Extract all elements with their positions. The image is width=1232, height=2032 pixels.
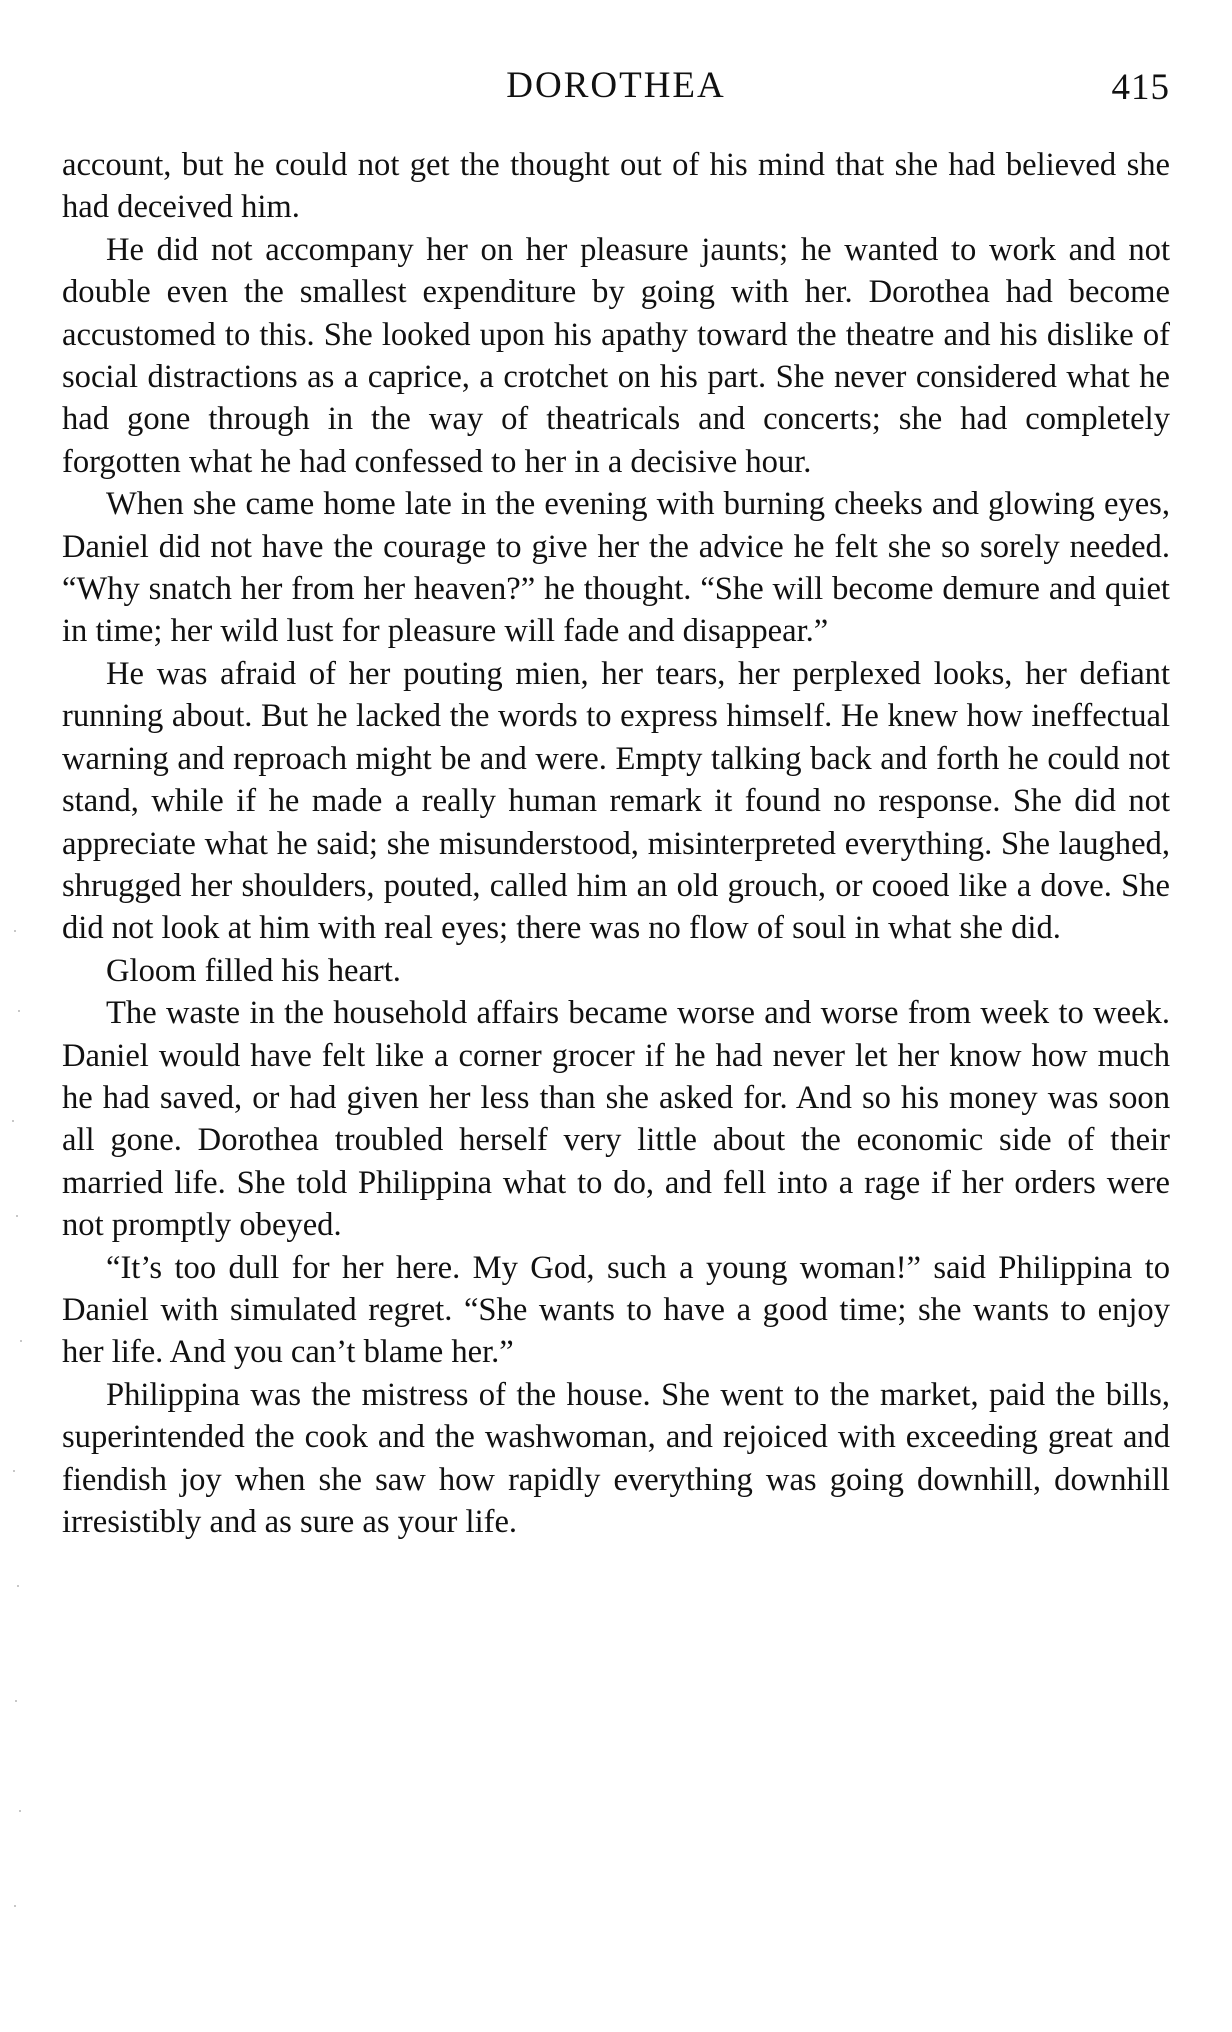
- running-head: [62, 60, 1170, 122]
- book-page: [62, 60, 1170, 1543]
- paragraph-continued: account, but he could not get the thought out of his mind that she had believed she had deceived him.: [62, 147, 1170, 226]
- paragraph: Gloom filled his heart.: [106, 952, 401, 989]
- running-title: DOROTHEA: [506, 65, 726, 106]
- paragraph: He was afraid of her pouting mien, her tears, her perplexed looks, her defiant running about. But he lacked the words to express himself. He knew how ineffectual warning and reproach might be and were. Empty talking back and forth he could not stand, while if he made a really human remark it found no response. She did not appreciate what he said; she misunderstood, misinterpreted everything. She laughed, shrugged her shoulders, pouted, called him an old grouch, or cooed like a dove. She did not look at him with real eyes; there was no flow of soul in what she did.: [62, 655, 1170, 947]
- body-text: [62, 144, 1170, 1543]
- paragraph: Philippina was the mistress of the house. She went to the market, paid the bills, superintended the cook and the washwoman, and rejoiced with exceeding great and fiendish joy when she saw how rapidly everything was going downhill, downhill irresistibly and as sure as your life.: [62, 1376, 1170, 1540]
- paragraph: When she came home late in the evening with burning cheeks and glowing eyes, Daniel did not have the courage to give her the advice he felt she so sorely needed. “Why snatch her from her heaven?” he thought. “She will become demure and quiet in time; her wild lust for pleasure will fade and disappear.”: [62, 486, 1170, 650]
- scan-edge-marks: [0, 0, 30, 2032]
- paragraph: He did not accompany her on her pleasure jaunts; he wanted to work and not double even the smallest expenditure by going with her. Dorothea had become accustomed to this. She looked upon his apathy toward the theatre and his dislike of social distractions as a caprice, a crotchet on his part. She never considered what he had gone through in the way of theatricals and concerts; she had completely forgotten what he had confessed to her in a decisive hour.: [62, 231, 1170, 480]
- paragraph: The waste in the household affairs became worse and worse from week to week. Daniel would have felt like a corner grocer if he had never let her know how much he had saved, or had given her less than she asked for. And so his money was soon all gone. Dorothea troubled herself very little about the economic side of their married life. She told Philippina what to do, and fell into a rage if her orders were not promptly obeyed.: [62, 995, 1170, 1244]
- paragraph: “It’s too dull for her here. My God, such a young woman!” said Philippina to Daniel with simulated regret. “She wants to have a good time; she wants to enjoy her life. And you can’t blame her.”: [62, 1249, 1170, 1371]
- page-number: 415: [1111, 67, 1170, 108]
